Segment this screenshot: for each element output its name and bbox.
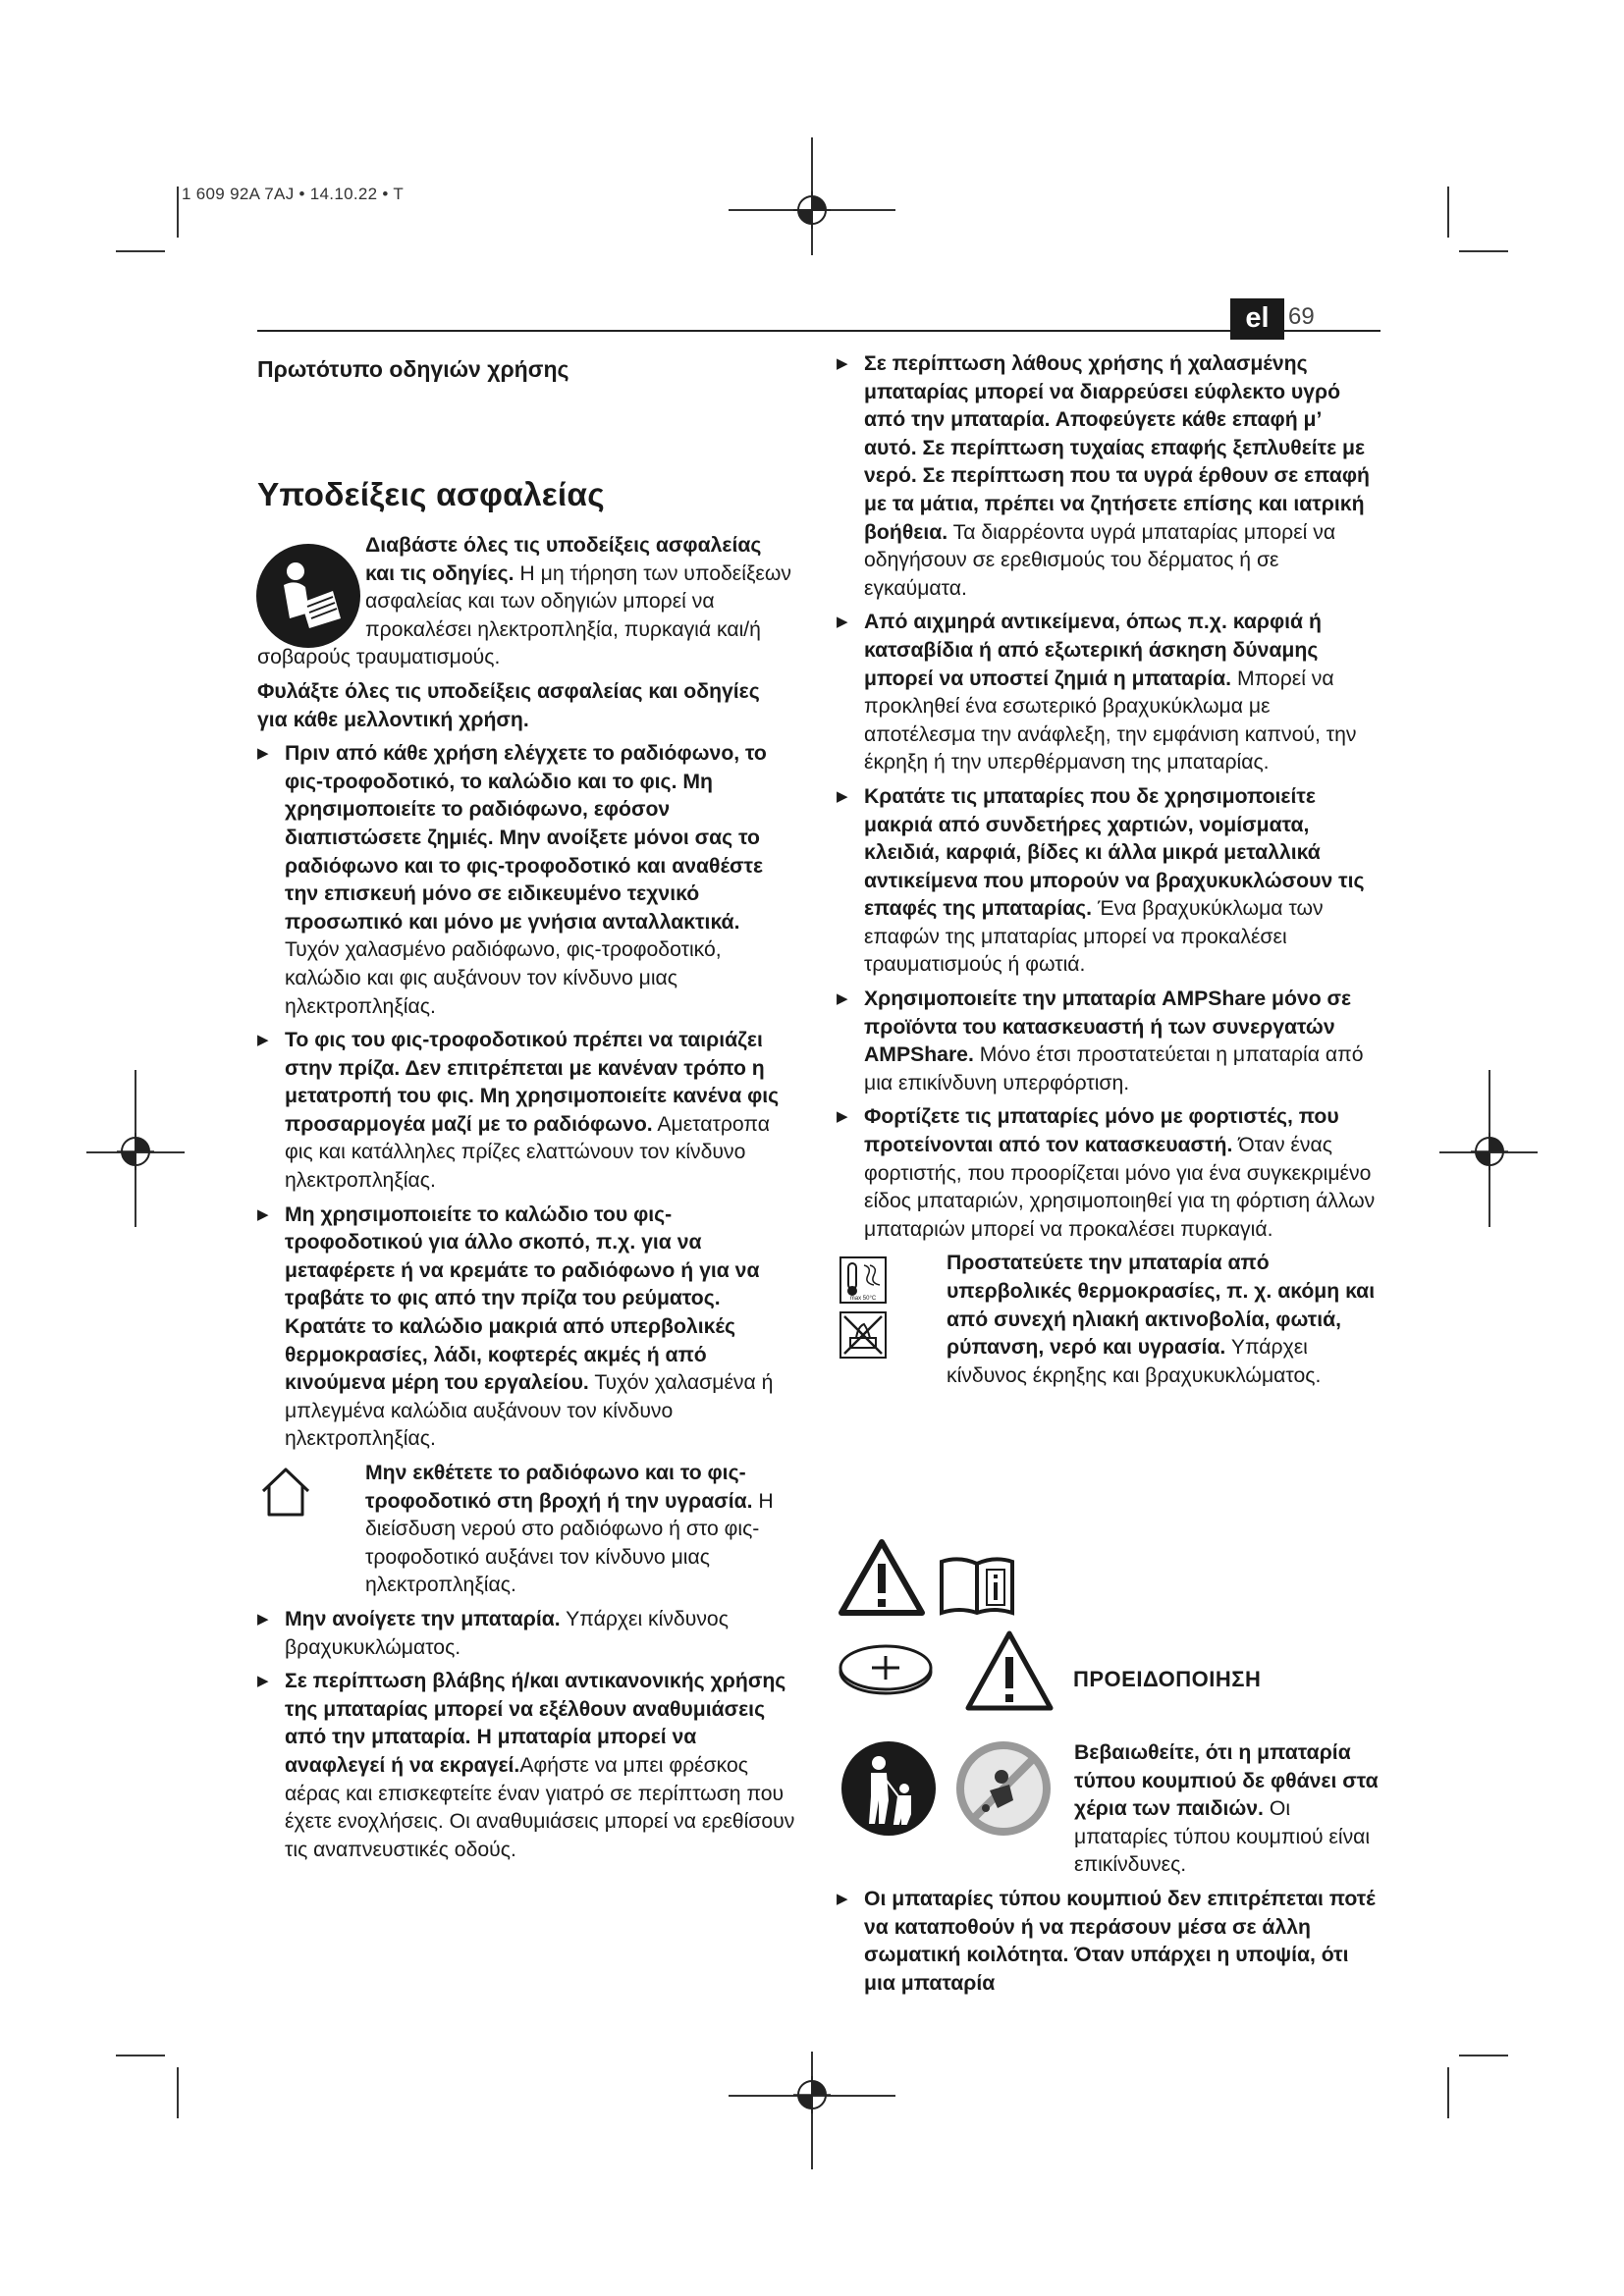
item-bold: Μην ανοίγετε την μπαταρία. <box>285 1607 561 1630</box>
list-item <box>837 609 1379 777</box>
list-item <box>837 986 1379 1097</box>
crop-mark <box>1459 2055 1508 2056</box>
print-info: 1 609 92A 7AJ • 14.10.22 • T <box>182 185 405 203</box>
original-instructions-label: Πρωτότυπο οδηγιών χρήσης <box>257 356 569 382</box>
keep-bold: Φυλάξτε όλες τις υποδείξεις ασφαλείας και οδηγίες για κάθε μελλοντική χρήση. <box>257 679 760 731</box>
keep-instructions <box>257 678 795 734</box>
crop-mark <box>1447 2067 1449 2118</box>
language-tab: el <box>1230 298 1284 340</box>
list-item <box>837 783 1379 980</box>
list-item <box>257 740 795 1021</box>
coin-text: Οι μπαταρίες τύπου κουμπιού είναι επικίνδυνες. <box>1074 1797 1371 1877</box>
icon-spacer <box>257 532 365 620</box>
list-item <box>837 1886 1379 1998</box>
crop-mark <box>177 187 179 238</box>
item-text: Αμετατροπα φις και κατάλληλες πρίζες ελαττώνουν τον κίνδυνο ηλεκτροπληξίας. <box>285 1112 770 1193</box>
item-text: Μπορεί να προκληθεί ένα εσωτερικό βραχυκύκλωμα με αποτέλεσμα την ανάφλεξη, την εμφάνιση καπνού, την έκρηξη ή την υπερθέρμανση της μπαταρίας. <box>864 667 1357 774</box>
heat-bold: Προστατεύετε την μπαταρία από υπερβολικές θερμοκρασίες, π. χ. ακόμη και από συνεχή ηλιακή ακτινοβολία, φωτιά, ρύπανση, νερό και υγρασία. <box>947 1252 1376 1360</box>
item-bold: Από αιχμηρά αντικείμενα, όπως π.χ. καρφιά ή κατσαβίδια ή από εξωτερική άσκηση δύναμης μπορεί να υποστεί ζημιά η μπαταρία. <box>864 611 1322 690</box>
item-bold: Κρατάτε τις μπαταρίες που δε χρησιμοποιείτε μακριά από συνδετήρες χαρτιών, νομίσματα, κλειδιά, καρφιά, βίδες κι άλλα μικρά μεταλλικά αντικείμενα που μπορούν να βραχυκυκλώσουν τις επαφές της μπαταρίας. <box>864 784 1365 921</box>
list-item <box>257 1606 795 1662</box>
rain-bold: Μην εκθέτετε το ραδιόφωνο και το φις-τροφοδοτικό στη βροχή ή την υγρασία. <box>365 1462 753 1513</box>
item-text: Ένα βραχυκύκλωμα των επαφών της μπαταρίας μπορεί να προκαλέσει τραυματισμούς ή φωτιά. <box>864 897 1324 977</box>
coin-battery-icon <box>837 1642 935 1701</box>
warning-triangle-icon <box>964 1629 1055 1712</box>
crop-mark <box>116 2055 165 2056</box>
page-number: 69 <box>1288 303 1315 330</box>
house-icon <box>257 1464 314 1521</box>
list-item <box>257 1201 795 1454</box>
intro-paragraph <box>257 532 795 672</box>
registration-mark-icon <box>117 1133 154 1170</box>
heat-text: Υπάρχει κίνδυνος έκρηξης και βραχυκυκλώματος. <box>947 1336 1322 1387</box>
registration-mark-icon <box>793 191 831 229</box>
warning-label: ΠΡΟΕΙΔΟΠΟΙΗΣΗ <box>1073 1667 1262 1691</box>
crop-mark <box>1459 250 1508 252</box>
list-item <box>837 1103 1379 1244</box>
left-column <box>257 532 795 1870</box>
temp-label: max 50°C <box>849 1296 877 1303</box>
heat-warning <box>837 1250 1379 1390</box>
coin-bold: Βεβαιωθείτε, ότι η μπαταρία τύπου κουμπιού δε φθάνει στα χέρια των παιδιών. <box>1074 1741 1379 1821</box>
warning-triangle-icon <box>838 1538 926 1617</box>
no-fire-water-icon <box>839 1310 888 1360</box>
list-item <box>837 350 1379 603</box>
item-bold: Το φις του φις-τροφοδοτικού πρέπει να ταιριάζει στην πρίζα. Δεν επιτρέπεται με κανέναν τρόπο η μετατροπή του φις. Μη χρησιμοποιείτε κανένα φις προσαρμογέα μαζί με το ραδιόφωνο. <box>285 1029 780 1136</box>
temperature-icon <box>839 1255 888 1305</box>
header-rule <box>257 330 1380 332</box>
item-bold: Μη χρησιμοποιείτε το καλώδιο του φις-τροφοδοτικού για άλλο σκοπό, π.χ. για να μεταφέρετε ή να κρεμάτε το ραδιόφωνο ή για να τραβάτε το φις από την πρίζα του ρεύματος. Κρατάτε το καλώδιο μακριά από υπερβολικές θερμοκρασίες, λάδι, κοφτερές ακμές ή από κινούμενα μέρη του εργαλείου. <box>285 1202 760 1395</box>
item-bold: Φορτίζετε τις μπαταρίες μόνο με φορτιστές, που προτείνονται από τον κατασκευαστή. <box>864 1105 1339 1157</box>
item-bold: Σε περίπτωση λάθους χρήσης ή χαλασμένης μπαταρίας μπορεί να διαρρεύσει εύφλεκτο υγρό από την μπαταρία. Αποφεύγετε κάθε επαφή μ’ αυτό. Σε περίπτωση τυχαίας επαφής ξεπλυθείτε με νερό. Σε περίπτωση που τα υγρά έρθουν σε επαφή με τα μάτια, πρέπει να ζητήσετε επίσης και ιατρική βοήθεια. <box>864 352 1370 544</box>
coin-paragraph <box>837 1739 1379 1880</box>
item-text: Αφήστε να μπει φρέσκος αέρας και επισκεφτείτε έναν γιατρό σε περίπτωση που έχετε ενοχλήσεις. Οι αναθυμιάσεις μπορεί να ερεθίσουν τις αναπνευστικές οδούς. <box>285 1753 795 1861</box>
item-text: Υπάρχει κίνδυνος βραχυκυκλώματος. <box>285 1607 729 1659</box>
item-text: Όταν ένας φορτιστής, που προορίζεται μόνο για ένα συγκεκριμένο είδος μπαταριών, χρησιμοποιηθεί για τη φόρτιση άλλων μπαταριών μπορεί να προκαλέσει πυρκαγιά. <box>864 1134 1376 1241</box>
item-text: Μόνο έτσι προστατεύεται η μπαταρία από μια επικίνδυνη υπερφόρτιση. <box>864 1043 1364 1095</box>
crop-mark <box>1447 187 1449 238</box>
intro-text: Η μη τήρηση των υποδείξεων ασφαλείας και των οδηγιών μπορεί να προκαλέσει ηλεκτροπληξία, πυρκαγιά και/ή σοβαρούς τραυματισμούς. <box>257 561 792 669</box>
icon-spacer <box>837 1739 1074 1877</box>
item-bold: Χρησιμοποιείτε την μπαταρία AMPShare μόνο σε προϊόντα του κατασκευαστή ή των συνεργατών AMPShare. <box>864 988 1352 1067</box>
item-bold: Πριν από κάθε χρήση ελέγχετε το ραδιόφωνο, το φις-τροφοδοτικό, το καλώδιο και το φις. Μη χρησιμοποιείτε το ραδιόφωνο, εφόσον διαπιστώσετε ζημιές. Μην ανοίξετε μόνοι σας το ραδιόφωνο και το φις-τροφοδοτικό και αναθέστε την επισκευή μόνο σε ειδικευμένο τεχνικό προσωπικό και μόνο με γνήσια ανταλλακτικά. <box>285 742 767 934</box>
coin-warning <box>837 1739 1379 2003</box>
list-item <box>257 1027 795 1196</box>
item-text: Τα διαρρέοντα υγρά μπαταρίας μπορεί να οδηγήσουν σε ερεθισμούς του δέρματος ή σε εγκαύματα. <box>864 520 1336 600</box>
rain-warning <box>257 1460 795 1600</box>
crop-mark <box>177 2067 179 2118</box>
rain-text: Η διείσδυση νερού στο ραδιόφωνο ή στο φις-τροφοδοτικό αυξάνει τον κίνδυνο μιας ηλεκτροπληξίας. <box>365 1489 774 1597</box>
manual-info-icon <box>938 1556 1016 1617</box>
registration-mark-icon <box>793 2076 831 2113</box>
registration-mark-icon <box>1471 1133 1508 1170</box>
crop-mark <box>116 250 165 252</box>
item-text: Τυχόν χαλασμένο ραδιόφωνο, φις-τροφοδοτικό, καλώδιο και φις αυξάνουν τον κίνδυνο μιας ηλεκτροπληξίας. <box>285 938 722 1018</box>
list-item <box>257 1668 795 1864</box>
right-column <box>837 350 1379 1396</box>
item-text: Τυχόν χαλασμένα ή μπλεγμένα καλώδια αυξάνουν τον κίνδυνο ηλεκτροπληξίας. <box>285 1371 774 1451</box>
page-title: Υποδείξεις ασφαλείας <box>257 477 605 513</box>
item-bold: Σε περίπτωση βλάβης ή/και αντικανονικής χρήσης της μπαταρίας μπορεί να εξέλθουν αναθυμιάσεις από την μπαταρία. Η μπαταρία μπορεί να αναφλεγεί ή να εκραγεί. <box>285 1670 786 1777</box>
item-bold: Οι μπαταρίες τύπου κουμπιού δεν επιτρέπεται ποτέ να καταποθούν ή να περάσουν μέσα σε άλλη σωματική κοιλότητα. Όταν υπάρχει η υποψία, ότι μια μπαταρία <box>864 1887 1376 1995</box>
intro-bold: Διαβάστε όλες τις υποδείξεις ασφαλείας και τις οδηγίες. <box>365 534 762 585</box>
